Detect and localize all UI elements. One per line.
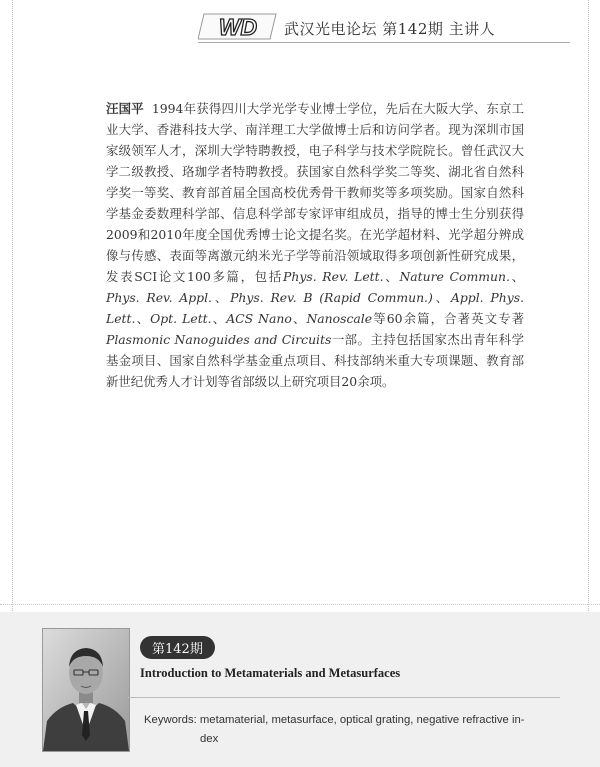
speaker-photo: [42, 628, 130, 752]
page-header: [198, 12, 570, 42]
keywords: [144, 711, 544, 749]
separator: 、: [211, 311, 227, 326]
journal-name: Appl. Phys. Lett.: [106, 290, 525, 326]
header-title: 武汉光电论坛 第142期 主讲人: [284, 20, 496, 38]
separator: 、: [212, 290, 231, 305]
book-title: Plasmonic Nanoguides and Circuits: [106, 332, 332, 347]
keywords-line: Keywords: metamaterial, metasurface, optical grating, negative refractive in-: [144, 714, 525, 726]
lecture-title: Introduction to Metamaterials and Metasurfaces: [140, 666, 401, 680]
bio-text: 1994年获得四川大学光学专业博士学位，先后在大阪大学、东京工业大学、香港科技大学、南洋理工大学做博士后和访问学者。现为深圳市国家级领军人才，深圳大学特聘教授，电子科学与技术学院院长。曾任武汉大学二级教授、珞珈学者特聘教授。获国家自然科学奖二等奖、湖北省自然科学奖一等奖、教育部首届全国高校优秀骨干教师奖等多项奖励。国家自然科学基金委数理科学部、信息科学部专家评审组成员，指导的博士生分别获得2009和2010年度全国优秀博士论文提名奖。在光学超材料、光学超分辨成像与传感、表面等离激元纳米光子学等前沿领域取得多项创新性研究成果，发表SCI论文100多篇，包括: [106, 101, 524, 284]
keywords-rule: [128, 697, 560, 698]
portrait-illustration: [43, 629, 129, 751]
separator: 、: [383, 269, 400, 284]
journal-name: Phys. Rev. Lett.: [283, 269, 384, 284]
journal-name: ACS Nano: [226, 311, 292, 326]
wd-logo: [198, 12, 278, 42]
journal-name: Nanoscale: [306, 311, 373, 326]
journal-name: Phys. Rev. B (Rapid Commun.): [230, 290, 433, 305]
bio-text: 一部。主持包括国家杰出青年科学基金项目、国家自然科学基金重点项目、科技部纳米重大专项课题、教育部新世纪优秀人才计划等省部级以上研究项目20余项。: [106, 332, 525, 389]
separator: 、: [509, 269, 525, 284]
speaker-name: 汪国平: [106, 101, 144, 116]
separator: 、: [291, 311, 307, 326]
dotted-guide: [0, 604, 600, 605]
journal-name: Opt. Lett.: [150, 311, 212, 326]
speaker-bio: [106, 98, 524, 392]
bio-text: 等60余篇，合著英文专著: [372, 311, 524, 326]
journal-name: Phys. Rev. Appl.: [106, 290, 212, 305]
journal-name: Nature Commun.: [399, 269, 510, 284]
separator: 、: [432, 290, 451, 305]
separator: 、: [135, 311, 151, 326]
issue-badge: 第142期: [140, 636, 215, 659]
logo-text: WD: [218, 14, 258, 40]
header-rule: [198, 42, 570, 43]
keywords-line: dex: [200, 733, 219, 745]
